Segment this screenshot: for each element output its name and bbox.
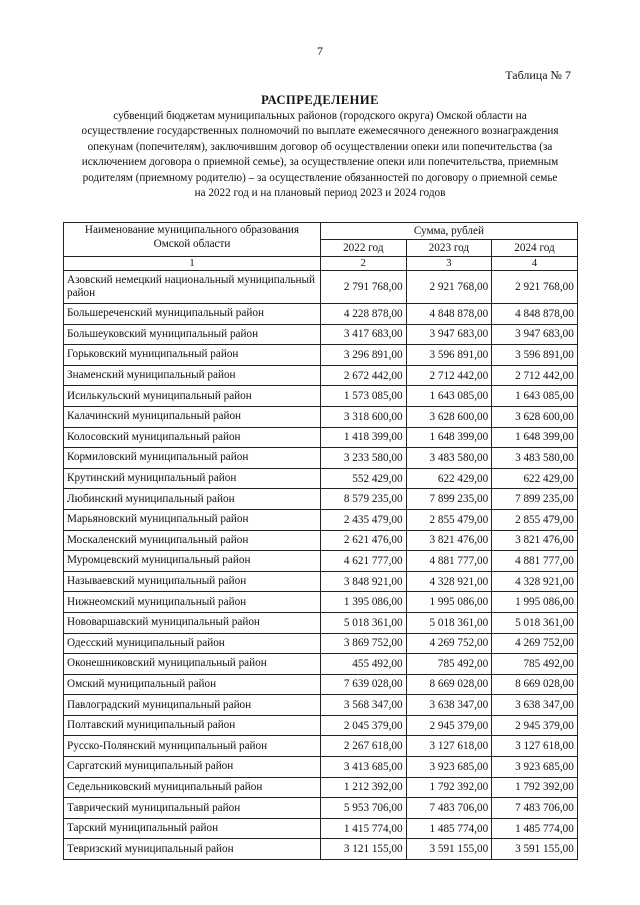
amount-2024-cell: 3 821 476,00 <box>492 530 578 551</box>
district-name-cell: Кормиловский муниципальный район <box>64 448 321 469</box>
amount-2024-cell: 3 483 580,00 <box>492 448 578 469</box>
amount-2024-cell: 7 483 706,00 <box>492 798 578 819</box>
district-name-cell: Нововаршавский муниципальный район <box>64 612 321 633</box>
amount-2022-cell: 1 415 774,00 <box>321 818 407 839</box>
amount-2024-cell: 4 328 921,00 <box>492 571 578 592</box>
amount-2022-cell: 2 672 442,00 <box>321 365 407 386</box>
amount-2024-cell: 1 792 392,00 <box>492 777 578 798</box>
amount-2023-cell: 785 492,00 <box>406 654 492 675</box>
table-row <box>64 271 578 304</box>
table-row <box>64 551 578 572</box>
header-index-2: 2 <box>321 257 407 271</box>
district-name-cell: Муромцевский муниципальный район <box>64 551 321 572</box>
amount-2024-cell: 2 712 442,00 <box>492 365 578 386</box>
district-name-cell: Крутинский муниципальный район <box>64 468 321 489</box>
amount-2022-cell: 3 296 891,00 <box>321 345 407 366</box>
header-sum-column: Сумма, рублей <box>321 223 578 240</box>
amount-2023-cell: 1 792 392,00 <box>406 777 492 798</box>
amount-2023-cell: 7 483 706,00 <box>406 798 492 819</box>
district-name-cell: Седельниковский муниципальный район <box>64 777 321 798</box>
amount-2022-cell: 1 212 392,00 <box>321 777 407 798</box>
amount-2023-cell: 8 669 028,00 <box>406 674 492 695</box>
header-year-2022: 2022 год <box>321 240 407 257</box>
header-year-2023: 2023 год <box>406 240 492 257</box>
amount-2024-cell: 3 947 683,00 <box>492 324 578 345</box>
table-row <box>64 818 578 839</box>
amount-2024-cell: 5 018 361,00 <box>492 612 578 633</box>
amount-2024-cell: 4 881 777,00 <box>492 551 578 572</box>
amount-2022-cell: 3 568 347,00 <box>321 695 407 716</box>
amount-2024-cell: 2 921 768,00 <box>492 271 578 304</box>
district-name-cell: Русско-Полянский муниципальный район <box>64 736 321 757</box>
amount-2024-cell: 3 628 600,00 <box>492 406 578 427</box>
amount-2022-cell: 3 318 600,00 <box>321 406 407 427</box>
amount-2024-cell: 2 855 479,00 <box>492 509 578 530</box>
amount-2024-cell: 3 127 618,00 <box>492 736 578 757</box>
table-row <box>64 839 578 860</box>
amount-2022-cell: 4 621 777,00 <box>321 551 407 572</box>
amount-2024-cell: 3 638 347,00 <box>492 695 578 716</box>
district-name-cell: Таврический муниципальный район <box>64 798 321 819</box>
table-row <box>64 468 578 489</box>
amount-2024-cell: 3 591 155,00 <box>492 839 578 860</box>
table-row <box>64 304 578 325</box>
table-row <box>64 777 578 798</box>
amount-2023-cell: 1 648 399,00 <box>406 427 492 448</box>
document-subtitle: субвенций бюджетам муниципальных районов (городского округа) Омской области на осуществление государственных полномочий по выплате ежемесячного денежного вознаграждения опекунам (попечителям), заключившим договор об осуществлении опеки или попечительства (за исключением договора о приемной семье), за осуществление опеки или попечительства, приемным родителям (приемному родителю) – за осуществление обязанностей по договору о приемной семье на 2022 год и на плановый период 2023 и 2024 годов <box>81 110 559 200</box>
header-name-column: Наименование муниципального образования Омской области <box>64 223 321 257</box>
table-row <box>64 757 578 778</box>
district-name-cell: Горьковский муниципальный район <box>64 345 321 366</box>
amount-2022-cell: 5 018 361,00 <box>321 612 407 633</box>
district-name-cell: Азовский немецкий национальный муниципальный район <box>64 271 321 304</box>
header-year-2024: 2024 год <box>492 240 578 257</box>
table-row <box>64 406 578 427</box>
district-name-cell: Любинский муниципальный район <box>64 489 321 510</box>
amount-2024-cell: 8 669 028,00 <box>492 674 578 695</box>
amount-2022-cell: 1 573 085,00 <box>321 386 407 407</box>
document-title: РАСПРЕДЕЛЕНИЕ <box>261 93 379 107</box>
district-name-cell: Тарский муниципальный район <box>64 818 321 839</box>
amount-2022-cell: 7 639 028,00 <box>321 674 407 695</box>
amount-2023-cell: 3 947 683,00 <box>406 324 492 345</box>
amount-2023-cell: 3 923 685,00 <box>406 757 492 778</box>
amount-2024-cell: 4 269 752,00 <box>492 633 578 654</box>
district-name-cell: Исилькульский муниципальный район <box>64 386 321 407</box>
district-name-cell: Большеуковский муниципальный район <box>64 324 321 345</box>
amount-2022-cell: 3 417 683,00 <box>321 324 407 345</box>
amount-2024-cell: 1 995 086,00 <box>492 592 578 613</box>
table-row <box>64 509 578 530</box>
amount-2022-cell: 5 953 706,00 <box>321 798 407 819</box>
amount-2022-cell: 8 579 235,00 <box>321 489 407 510</box>
table-row <box>64 654 578 675</box>
table-row <box>64 612 578 633</box>
table-row <box>64 798 578 819</box>
district-name-cell: Нижнеомский муниципальный район <box>64 592 321 613</box>
table-row <box>64 489 578 510</box>
amount-2023-cell: 2 921 768,00 <box>406 271 492 304</box>
district-name-cell: Москаленский муниципальный район <box>64 530 321 551</box>
amount-2023-cell: 3 628 600,00 <box>406 406 492 427</box>
amount-2024-cell: 7 899 235,00 <box>492 489 578 510</box>
amount-2022-cell: 2 435 479,00 <box>321 509 407 530</box>
district-name-cell: Калачинский муниципальный район <box>64 406 321 427</box>
amount-2024-cell: 2 945 379,00 <box>492 715 578 736</box>
header-index-1: 1 <box>64 257 321 271</box>
table-row <box>64 633 578 654</box>
amount-2023-cell: 3 596 891,00 <box>406 345 492 366</box>
amount-2023-cell: 3 127 618,00 <box>406 736 492 757</box>
district-name-cell: Колосовский муниципальный район <box>64 427 321 448</box>
amount-2022-cell: 2 791 768,00 <box>321 271 407 304</box>
district-name-cell: Полтавский муниципальный район <box>64 715 321 736</box>
table-row <box>64 592 578 613</box>
district-name-cell: Называевский муниципальный район <box>64 571 321 592</box>
table-row <box>64 386 578 407</box>
amount-2022-cell: 1 418 399,00 <box>321 427 407 448</box>
table-row <box>64 365 578 386</box>
district-name-cell: Марьяновский муниципальный район <box>64 509 321 530</box>
district-name-cell: Тевризский муниципальный район <box>64 839 321 860</box>
table-row <box>64 715 578 736</box>
amount-2022-cell: 3 233 580,00 <box>321 448 407 469</box>
amount-2023-cell: 5 018 361,00 <box>406 612 492 633</box>
amount-2022-cell: 3 121 155,00 <box>321 839 407 860</box>
amount-2023-cell: 2 712 442,00 <box>406 365 492 386</box>
table-row <box>64 571 578 592</box>
amount-2022-cell: 3 413 685,00 <box>321 757 407 778</box>
amount-2023-cell: 1 995 086,00 <box>406 592 492 613</box>
table-row <box>64 530 578 551</box>
table-row <box>64 448 578 469</box>
amount-2023-cell: 4 881 777,00 <box>406 551 492 572</box>
amount-2022-cell: 2 045 379,00 <box>321 715 407 736</box>
table-row <box>64 427 578 448</box>
district-name-cell: Оконешниковский муниципальный район <box>64 654 321 675</box>
distribution-table <box>63 222 578 860</box>
amount-2022-cell: 455 492,00 <box>321 654 407 675</box>
amount-2024-cell: 622 429,00 <box>492 468 578 489</box>
district-name-cell: Большереченский муниципальный район <box>64 304 321 325</box>
amount-2024-cell: 3 596 891,00 <box>492 345 578 366</box>
amount-2024-cell: 785 492,00 <box>492 654 578 675</box>
amount-2024-cell: 3 923 685,00 <box>492 757 578 778</box>
table-row <box>64 324 578 345</box>
amount-2024-cell: 4 848 878,00 <box>492 304 578 325</box>
amount-2023-cell: 4 328 921,00 <box>406 571 492 592</box>
page-number: 7 <box>317 44 323 58</box>
amount-2024-cell: 1 648 399,00 <box>492 427 578 448</box>
amount-2022-cell: 3 869 752,00 <box>321 633 407 654</box>
amount-2023-cell: 4 848 878,00 <box>406 304 492 325</box>
amount-2023-cell: 3 638 347,00 <box>406 695 492 716</box>
amount-2022-cell: 3 848 921,00 <box>321 571 407 592</box>
amount-2024-cell: 1 643 085,00 <box>492 386 578 407</box>
amount-2022-cell: 4 228 878,00 <box>321 304 407 325</box>
district-name-cell: Знаменский муниципальный район <box>64 365 321 386</box>
table-row <box>64 736 578 757</box>
amount-2023-cell: 7 899 235,00 <box>406 489 492 510</box>
table-row <box>64 674 578 695</box>
amount-2022-cell: 552 429,00 <box>321 468 407 489</box>
amount-2022-cell: 2 621 476,00 <box>321 530 407 551</box>
amount-2023-cell: 3 483 580,00 <box>406 448 492 469</box>
district-name-cell: Одесский муниципальный район <box>64 633 321 654</box>
amount-2023-cell: 4 269 752,00 <box>406 633 492 654</box>
amount-2023-cell: 2 945 379,00 <box>406 715 492 736</box>
district-name-cell: Павлоградский муниципальный район <box>64 695 321 716</box>
table-number: Таблица № 7 <box>505 68 571 82</box>
amount-2023-cell: 2 855 479,00 <box>406 509 492 530</box>
table-body <box>64 271 578 860</box>
amount-2022-cell: 1 395 086,00 <box>321 592 407 613</box>
header-index-3: 3 <box>406 257 492 271</box>
district-name-cell: Омский муниципальный район <box>64 674 321 695</box>
amount-2023-cell: 3 591 155,00 <box>406 839 492 860</box>
amount-2023-cell: 1 485 774,00 <box>406 818 492 839</box>
amount-2023-cell: 622 429,00 <box>406 468 492 489</box>
table-row <box>64 345 578 366</box>
header-index-4: 4 <box>492 257 578 271</box>
amount-2023-cell: 3 821 476,00 <box>406 530 492 551</box>
table-row <box>64 695 578 716</box>
amount-2024-cell: 1 485 774,00 <box>492 818 578 839</box>
amount-2022-cell: 2 267 618,00 <box>321 736 407 757</box>
amount-2023-cell: 1 643 085,00 <box>406 386 492 407</box>
district-name-cell: Саргатский муниципальный район <box>64 757 321 778</box>
